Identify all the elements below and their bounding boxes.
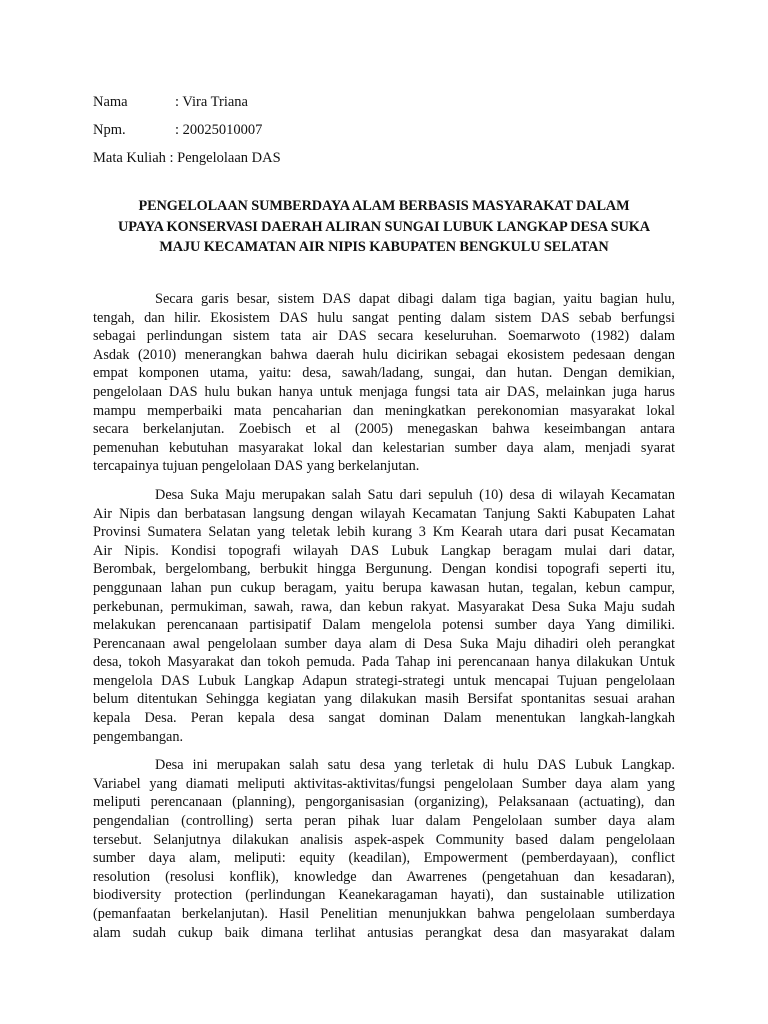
paragraph-line: sebagai perlindungan sistem tata air DAS secara keseluruhan. Soemarwoto (1982) dalam [93, 328, 675, 345]
paragraph-line: secara berkelanjutan. Zoebisch et al (2005) menegaskan bahwa keseimbangan antara [93, 421, 675, 438]
paragraph [93, 756, 675, 942]
title-line-2: UPAYA KONSERVASI DAERAH ALIRAN SUNGAI LUBUK LANGKAP DESA SUKA [117, 218, 651, 235]
paragraph [93, 290, 675, 476]
nama-row [93, 88, 281, 116]
matkul-value: : Pengelolaan DAS [165, 150, 281, 166]
paragraph-line: desa, tokoh Masyarakat dan tokoh pemuda. Pada Tahap ini perencanaan hanya dilakukan Untuk [93, 654, 675, 671]
document-body [93, 290, 675, 952]
paragraph-line: tersebut. Selanjutnya dilakukan analisis aspek-aspek Community based dalam pengelolaan [93, 831, 675, 848]
paragraph-line: Air Nipis dan berbatasan langsung dengan wilayah Kecamatan Tanjung Sakti Kabupaten Lahat [93, 505, 675, 522]
paragraph-line: tercapainya tujuan pengelolaan DAS yang berkelanjutan. [93, 458, 420, 475]
paragraph-line: Asdak (2010) menerangkan bahwa daerah hulu dicirikan sebagai ekosistem pedesaan dengan [93, 346, 675, 363]
paragraph-line: sumber daya alam, meliputi: equity (keadilan), Empowerment (pemberdayaan), conflict [93, 850, 675, 867]
paragraph-line: perkebunan, permukiman, sawah, rawa, dan kebun rakyat. Masyarakat Desa Suka Maju sudah [93, 598, 675, 615]
paragraph-line: melakukan perencanaan partisipatif Dalam mengelola potensi sumber daya Yang dimiliki. [93, 617, 675, 634]
paragraph-line: Air Nipis. Kondisi topografi wilayah DAS Lubuk Langkap beragam mulai dari datar, [93, 542, 675, 559]
npm-label: Npm. [93, 122, 126, 138]
paragraph [93, 486, 675, 746]
paragraph-line: Secara garis besar, sistem DAS dapat dibagi dalam tiga bagian, yaitu bagian hulu, [155, 291, 675, 307]
npm-row [93, 116, 281, 144]
paragraph-line: mampu memperbaiki mata pencaharian dan meningkatkan perekonomian masyarakat lokal [93, 402, 675, 419]
paragraph-line: tengah, dan hilir. Ekosistem DAS hulu sangat penting dalam sistem DAS sebab berfungsi [93, 309, 675, 326]
paragraph-line: pengelolaan DAS hulu bukan hanya untuk menjaga fungsi tata air DAS, melainkan juga harus [93, 383, 675, 400]
paragraph-line: (pemanfaatan berkelanjutan). Hasil Penelitian menunjukkan bahwa pengelolaan sumberdaya [93, 906, 675, 922]
title-line-1: PENGELOLAAN SUMBERDAYA ALAM BERBASIS MASYARAKAT DALAM [138, 198, 630, 214]
paragraph-line: empat komponen utama, yaitu: desa, sawah/ladang, sungai, dan hutan. Dengan demikian, [93, 365, 675, 382]
paragraph-line: alam sudah cukup baik dimana terlihat antusias perangkat desa dan masyarakat dalam [93, 924, 675, 941]
paragraph-line: pengembangan. [93, 728, 184, 745]
paragraph-line: Provinsi Sumatera Selatan yang teletak lebih kurang 3 Km Kearah utara dari pusat Kecamatan [93, 524, 675, 541]
paragraph-line: Perencanaan awal pengelolaan sumber daya alam di Desa Suka Maju dihadiri oleh perangkat [93, 635, 675, 652]
paragraph-line: mengelola DAS Lubuk Langkap Adapun strategi-strategi untuk mencapai Tujuan pengelolaan [93, 672, 675, 689]
paragraph-line: kepala Desa. Peran kepala desa sangat dominan Dalam menentukan langkah-langkah [93, 710, 675, 727]
paragraph-line: Desa ini merupakan salah satu desa yang terletak di hulu DAS Lubuk Langkap. [155, 757, 675, 774]
paragraph-line: penggunaan lahan pun cukup beragam, yaitu berupa kawasan hutan, tegalan, kebun campur, [93, 579, 675, 596]
matkul-row [93, 144, 281, 172]
paragraph-line: Variabel yang diamati meliputi aktivitas-aktivitas/fungsi pengelolaan Sumber daya alam yang [93, 775, 675, 792]
document-title [93, 196, 675, 258]
paragraph-line: Desa Suka Maju merupakan salah Satu dari sepuluh (10) desa di wilayah Kecamatan [155, 486, 675, 503]
paragraph-line: Berombak, bergelombang, berbukit hingga Bergunung. Dengan kondisi topografi seperti itu, [93, 561, 675, 578]
title-line-3: MAJU KECAMATAN AIR NIPIS KABUPATEN BENGKULU SELATAN [159, 239, 609, 255]
paragraph-line: biodiversity protection (perlindungan Keanekaragaman hayati), dan sustainable utilization [93, 887, 675, 904]
paragraph-line: resolution (resolusi konflik), knowledge dan Awarrenes (pengetahuan dan kesadaran), [93, 868, 675, 885]
paragraph-line: pemenuhan kebutuhan masyarakat lokal dan kelestarian sumber daya alam, menjadi syarat [93, 439, 675, 456]
student-info [93, 88, 281, 172]
paragraph-line: belum ditentukan Sehingga kegiatan yang dilakukan masih Bersifat spontanitas sesuai arahan [93, 691, 675, 708]
nama-label: Nama [93, 94, 128, 110]
matkul-label: Mata Kuliah [93, 150, 166, 166]
paragraph-line: pengendalian (controlling) serta peran pihak luar dalam Pengelolaan sumber daya alam [93, 813, 675, 830]
paragraph-line: meliputi perencanaan (planning), pengorganisasian (organizing), Pelaksanaan (actuating), dan [93, 794, 675, 811]
npm-value: : 20025010007 [175, 122, 263, 138]
nama-value: : Vira Triana [175, 94, 248, 110]
